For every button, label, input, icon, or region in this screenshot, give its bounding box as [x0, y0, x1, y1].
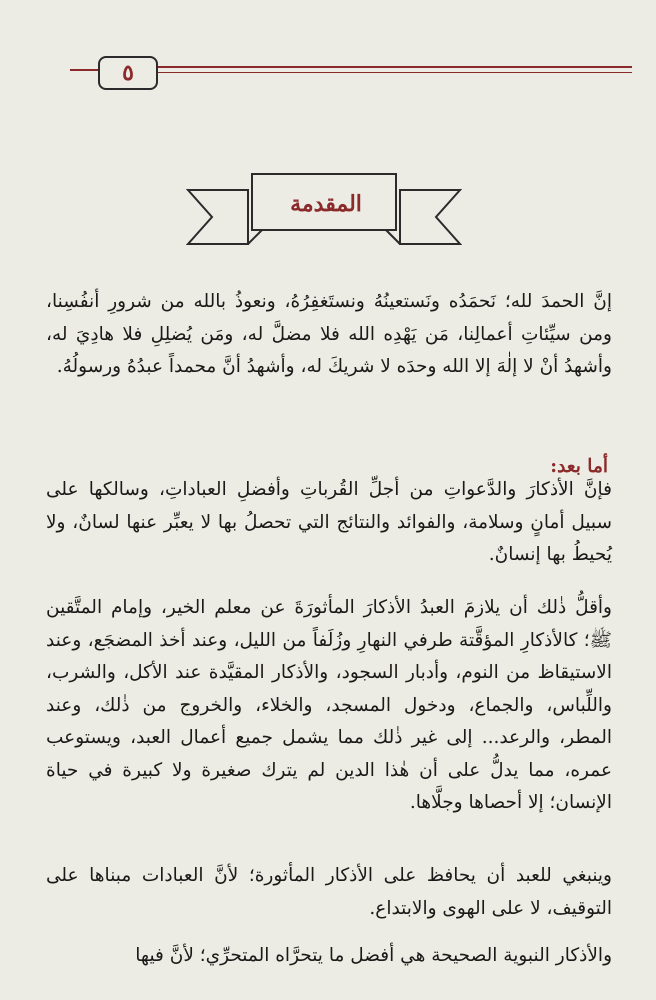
- page-number-box: [98, 56, 158, 90]
- paragraph-tawqif: وينبغي للعبد أن يحافظ على الأذكار المأثورة؛ لأنَّ العبادات مبناها على التوقيف، لا على الهوى والابتداع.: [46, 865, 612, 919]
- header-rule-top: [154, 66, 632, 68]
- paragraph-opening: إنَّ الحمدَ لله؛ نَحمَدُه ونَستعينُهُ ونستَغفِرُهُ، ونعوذُ بالله من شرورِ أنفُسِنا، ومن سيِّئاتِ أعمالِنا، مَن يَهْدِه الله فلا مضلَّ له، ومَن يُضلِلِ فلا هادِيَ له، وأشهدُ أنْ لا إلٰهَ إلا الله وحدَه لا شريكَ له، وأشهدُ أنَّ محمداً عبدُهُ ورسولُهُ.: [46, 291, 612, 377]
- header-rule-bottom: [154, 72, 632, 73]
- paragraph-adhkar-virtue: فإنَّ الأذكارَ والدَّعواتِ من أجلِّ القُرباتِ وأفضلِ العباداتِ، وسالكها على سبيل أمانٍ وسلامة، والفوائد والنتائج التي تحصلُ بها لا يعبِّر عنها لسانٌ، ولا يُحيطُ بها إنسانٌ.: [46, 479, 612, 565]
- subheading-amma-bad: أما بعد:: [550, 456, 608, 477]
- paragraph-adhkar-types: وأقلُّ ذٰلك أن يلازمَ العبدُ الأذكارَ المأثورَةَ عن معلم الخير، وإمام المتَّقين ﷺ؛ كالأذكارِ المؤقَّتة طرفي النهارِ وزُلَفاً من الليل، وعند أخذ المضجَع، وعند الاستيقاظ من النوم، وأدبار السجود، والأذكار المقيَّدة عند الأكل، والشرب، واللِّباس، والجماع، ودخول المسجد، والخلاء، والخروج من ذٰلك، وعند المطر، والرعد... إلى غير ذٰلك مما يشمل جميع أعمال العبد، ويستوعب عمره، مما يدلُّ على أن هٰذا الدين لم يترك صغيرة ولا كبيرة في حياة الإنسان؛ إلا أحصاها وجلَّاها.: [46, 597, 612, 813]
- header-rule-left: [70, 69, 98, 71]
- page-number: ٥: [122, 60, 134, 86]
- banner-title: المقدمة: [290, 191, 362, 217]
- paragraph-prophetic-adhkar: والأذكار النبوية الصحيحة هي أفضل ما يتحرَّاه المتحرِّي؛ لأنَّ فيها: [135, 945, 612, 966]
